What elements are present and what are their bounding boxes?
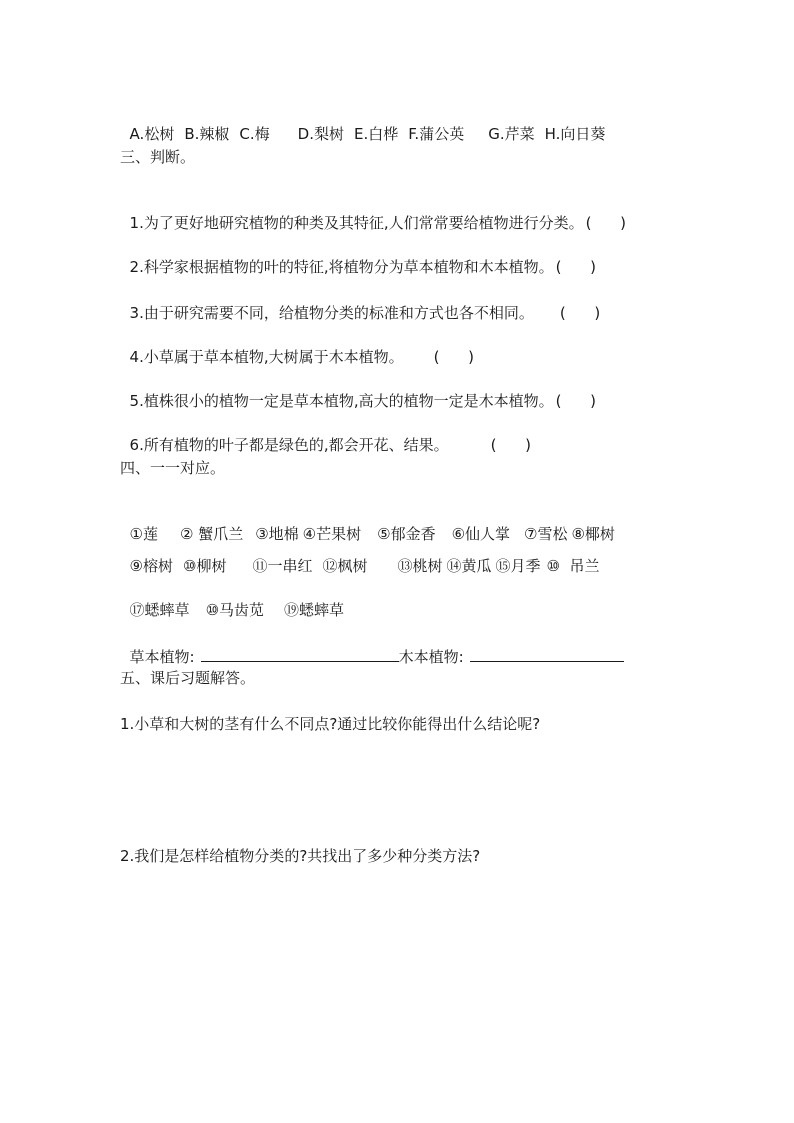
options-line	[120, 101, 605, 145]
plant-item: ⑥仙人掌	[451, 525, 511, 543]
plant-item: ⑧椰树	[571, 525, 615, 543]
question-2: 2.我们是怎样给植物分类的?共找出了多少种分类方法?	[120, 847, 481, 865]
option-e: E.白桦	[353, 125, 399, 143]
judge-item-4	[120, 324, 474, 368]
plant-item: ⑪一串红	[252, 557, 313, 575]
judge-item-text: 1.为了更好地研究植物的种类及其特征,人们常常要给植物进行分类。	[129, 214, 584, 232]
classification-line	[120, 623, 624, 668]
section-4-heading: 四、一一对应。	[120, 459, 226, 477]
answer-paren[interactable]: ( )	[585, 214, 626, 232]
judge-item-5	[120, 368, 596, 412]
judge-item-2	[120, 234, 596, 278]
plant-item: ④芒果树	[302, 525, 362, 543]
plant-item: ①莲	[129, 525, 158, 543]
judge-item-3	[120, 280, 600, 324]
answer-paren[interactable]: ( )	[555, 258, 596, 276]
question-1: 1.小草和大树的茎有什么不同点?通过比较你能得出什么结论呢?	[120, 715, 541, 733]
plant-item: ⑰蟋蟀草	[129, 601, 190, 619]
judge-item-6	[120, 412, 531, 456]
wood-label: 木本植物:	[398, 648, 464, 666]
answer-paren[interactable]: ( )	[555, 392, 596, 410]
judge-item-text: 4.小草属于草本植物,大树属于木本植物。	[129, 348, 404, 366]
option-a: A.松树	[129, 125, 175, 143]
option-h: H.向日葵	[544, 125, 606, 143]
plant-item: ⑤郁金香	[377, 525, 436, 543]
plant-row-3	[120, 577, 344, 621]
section-3-heading: 三、判断。	[120, 148, 196, 166]
judge-item-text: 2.科学家根据植物的叶的特征,将植物分为草本植物和木本植物。	[129, 258, 554, 276]
plant-item: ⑲蟋蟀草	[284, 601, 345, 619]
plant-item: ⑩马齿苋	[205, 601, 265, 619]
answer-paren[interactable]: ( )	[433, 348, 474, 366]
plant-item: ⑦雪松	[524, 525, 568, 543]
herb-label: 草本植物:	[129, 648, 195, 666]
answer-paren[interactable]: ( )	[490, 436, 531, 454]
wood-answer-blank[interactable]	[470, 645, 624, 662]
plant-item: ⑩柳树	[183, 557, 227, 575]
option-d: D.梨树	[297, 125, 344, 143]
plant-item: ⑬桃树	[397, 557, 443, 575]
plant-item: ③地棉	[255, 525, 299, 543]
judge-item-1	[120, 190, 626, 234]
plant-item: ⑮月季	[495, 557, 541, 575]
judge-item-text: 6.所有植物的叶子都是绿色的,都会开花、结果。	[129, 436, 449, 454]
option-g: G.芹菜	[488, 125, 535, 143]
plant-item: ⑩ 吊兰	[546, 557, 600, 575]
answer-paren[interactable]: ( )	[559, 304, 601, 322]
section-5-heading: 五、课后习题解答。	[120, 669, 256, 687]
plant-row-2	[120, 533, 600, 577]
plant-item: ② 蟹爪兰	[180, 525, 244, 543]
herb-answer-blank[interactable]	[201, 645, 399, 662]
option-b: B.辣椒	[184, 125, 230, 143]
judge-item-text: 3.由于研究需要不同，给植物分类的标准和方式也各不相同。	[129, 304, 534, 322]
plant-item: ⑨榕树	[129, 557, 173, 575]
plant-item: ⑫枫树	[322, 557, 368, 575]
option-c: C.梅	[239, 125, 270, 143]
plant-item: ⑭黄瓜	[446, 557, 492, 575]
option-f: F.蒲公英	[408, 125, 465, 143]
judge-item-text: 5.植株很小的植物一定是草本植物,高大的植物一定是木本植物。	[129, 392, 554, 410]
